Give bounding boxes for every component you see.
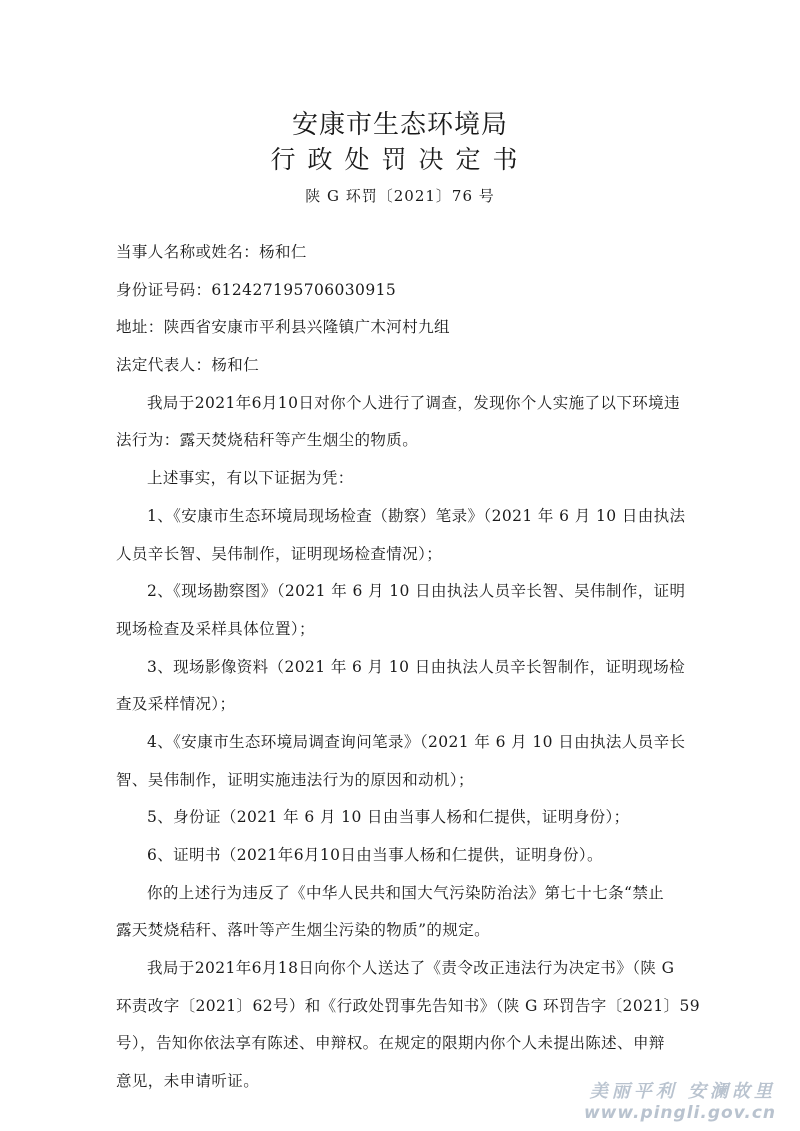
issuing-authority-title: 安康市生态环境局 [291,110,508,140]
body-line: 意见，未申请听证。 [116,1072,260,1091]
body-line: 你的上述行为违反了《中华人民共和国大气污染防治法》第七十七条“禁止 [147,883,665,902]
body-line: 法行为：露天焚烧秸秆等产生烟尘的物质。 [116,431,419,450]
watermark-slogan: 美丽平利 安澜故里 [589,1081,776,1102]
document-type-title: 行政处罚决定书 [270,145,530,174]
body-line: 环责改字〔2021〕62号）和《行政处罚事先告知书》（陕 G 环罚告字〔2021〕59 [116,996,701,1015]
body-line: 2、《现场勘察图》（2021 年 6 月 10 日由执法人员辛长智、吴伟制作，证明 [147,582,686,601]
body-line: 我局于2021年6月10日对你个人进行了调查，发现你个人实施了以下环境违 [147,393,680,412]
body-line: 1、《安康市生态环境局现场检查（勘察）笔录》（2021 年 6 月 10 日由执法 [147,506,686,525]
body-line: 当事人名称或姓名：杨和仁 [116,243,307,261]
body-line: 3、现场影像资料（2021 年 6 月 10 日由执法人员辛长智制作，证明现场检 [147,657,686,676]
watermark-url: www.pingli.gov.cn [583,1103,776,1123]
body-line: 上述事实，有以下证据为凭： [147,469,354,488]
watermark [584,1077,776,1123]
body-line: 身份证号码：612427195706030915 [116,280,397,299]
body-line: 我局于2021年6月18日向你个人送达了《责令改正违法行为决定书》（陕 G [147,959,675,978]
document-number: 陕 G 环罚〔2021〕76 号 [305,187,495,205]
body-line: 法定代表人：杨和仁 [116,356,260,375]
body-line: 4、《安康市生态环境局调查询问笔录》（2021 年 6 月 10 日由执法人员辛长 [147,732,686,751]
body-line: 人员辛长智、吴伟制作，证明现场检查情况）； [116,544,443,563]
body-line: 地址：陕西省安康市平利县兴隆镇广木河村九组 [116,318,450,337]
body-line: 号），告知你依法享有陈述、申辩权。在规定的限期内你个人未提出陈述、申辩 [116,1034,665,1053]
document-body [116,234,701,1101]
body-line: 露天焚烧秸秆、落叶等产生烟尘污染的物质”的规定。 [116,921,491,940]
body-line: 5、身份证（2021 年 6 月 10 日由当事人杨和仁提供，证明身份）； [147,808,630,827]
body-line: 现场检查及采样具体位置）； [116,619,315,638]
body-line: 查及采样情况）； [116,695,236,714]
body-line: 智、吴伟制作，证明实施违法行为的原因和动机）； [116,770,474,789]
body-line: 6、证明书（2021年6月10日由当事人杨和仁提供，证明身份）。 [147,846,603,864]
